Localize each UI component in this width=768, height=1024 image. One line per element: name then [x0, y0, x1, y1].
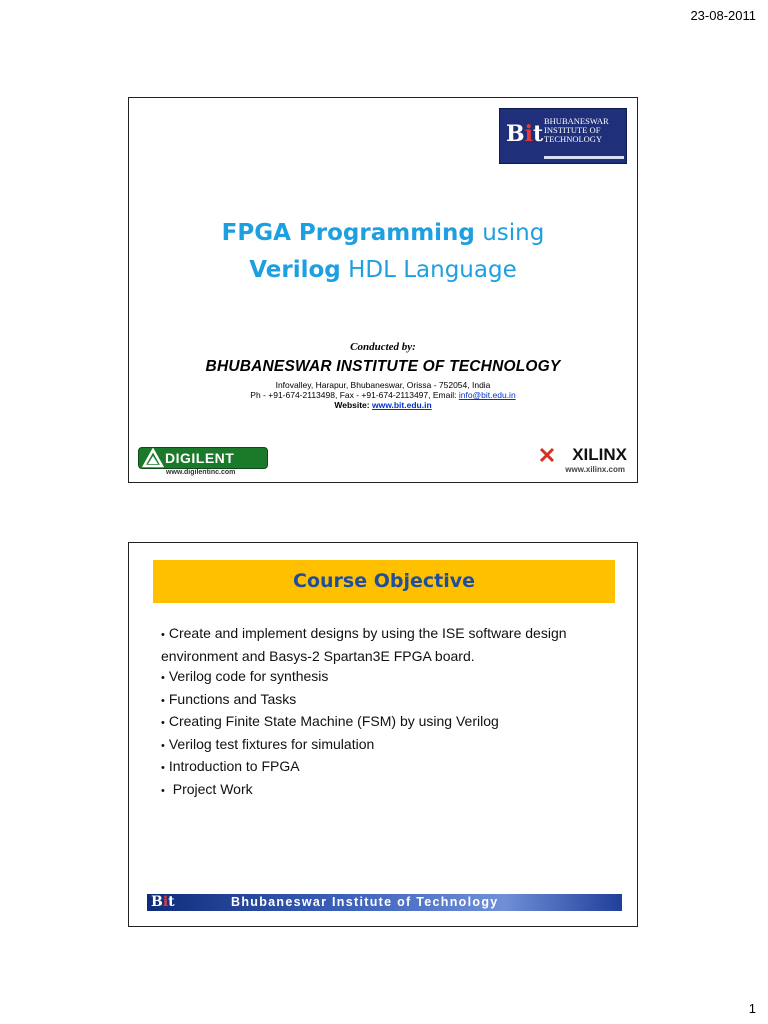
list-item-text: Project Work [168, 780, 253, 797]
address-line: Infovalley, Harapur, Bhubaneswar, Orissa - 752054, India [275, 380, 491, 390]
course-objective-slide [128, 542, 638, 927]
title-bold-2: Verilog [249, 257, 341, 283]
title-rest-1: using [474, 220, 545, 246]
list-item: • Project Work [161, 780, 253, 797]
footer-mark-i: i [162, 894, 169, 910]
objective-title: Course Objective [153, 560, 615, 603]
list-item: • Creating Finite State Machine (FSM) by using Verilog [161, 713, 499, 729]
digilent-url: www.digilentinc.com [166, 469, 236, 476]
page-date: 23-08-2011 [690, 8, 756, 23]
list-item: • Create and implement designs by using the ISE software design environment and Basys-2 Spartan3E FPGA board. [161, 625, 567, 664]
digilent-badge [138, 447, 268, 469]
xilinx-wordmark: XILINX [572, 445, 627, 464]
list-item-text: Creating Finite State Machine (FSM) by using Verilog [168, 713, 499, 729]
digilent-triangle-icon [142, 448, 164, 468]
footer-mark-t: t [168, 894, 175, 910]
phone-fax: Ph - +91-674-2113498, Fax - +91-674-2113497, Email: [250, 390, 459, 400]
list-item: • Verilog test fixtures for simulation [161, 735, 375, 752]
phone-line [129, 390, 637, 400]
list-item-text: Verilog code for synthesis [168, 668, 329, 684]
website-link[interactable]: www.bit.edu.in [371, 400, 432, 410]
institute-name: BHUBANESWAR INSTITUTE OF TECHNOLOGY [205, 358, 561, 375]
footer-banner [147, 894, 622, 911]
bit-mark-i: i [524, 121, 533, 147]
bit-logo-tagline [544, 156, 624, 159]
website-line [129, 400, 637, 410]
list-item: • Functions and Tasks [161, 690, 297, 707]
contact-info [129, 380, 637, 410]
objective-list [161, 623, 621, 801]
bit-logo-mark [506, 122, 542, 146]
title-rest-2: HDL Language [340, 257, 517, 283]
bit-logo-name-line: TECHNOLOGY [544, 134, 603, 144]
bit-logo-name-line: BHUBANESWAR [544, 116, 609, 126]
footer-mark-b: B [151, 894, 163, 910]
list-item: • Introduction to FPGA [161, 758, 300, 774]
conducted-by: Conducted by: [350, 341, 416, 353]
digilent-wordmark: DIGILENT [165, 450, 235, 466]
list-item-text: Create and implement designs by using the ISE software design environment and Basys-2 Spartan3E FPGA board. [161, 625, 567, 664]
title-slide [128, 97, 638, 483]
footer-bit-mark [151, 894, 175, 911]
footer-institute-name: Bhubaneswar Institute of Technology [231, 895, 499, 909]
slide-title [129, 215, 637, 289]
list-item-text: Functions and Tasks [168, 690, 297, 707]
xilinx-url: www.xilinx.com [565, 465, 625, 474]
bit-logo-name [544, 117, 624, 144]
email-link[interactable]: info@bit.edu.in [458, 390, 516, 400]
bit-logo [499, 108, 627, 164]
list-item-text: Introduction to FPGA [168, 758, 300, 774]
list-item-text: Verilog test fixtures for simulation [168, 735, 375, 752]
page-number: 1 [748, 1001, 756, 1016]
website-label: Website: [334, 400, 372, 410]
bit-mark-t: t [532, 121, 544, 147]
bit-logo-name-line: INSTITUTE OF [544, 125, 601, 135]
xilinx-mark-icon [539, 447, 555, 463]
list-item: • Verilog code for synthesis [161, 668, 329, 684]
bit-mark-b: B [506, 121, 525, 147]
title-bold-1: FPGA Programming [221, 220, 475, 246]
digilent-logo [138, 447, 268, 477]
xilinx-logo [537, 441, 627, 477]
